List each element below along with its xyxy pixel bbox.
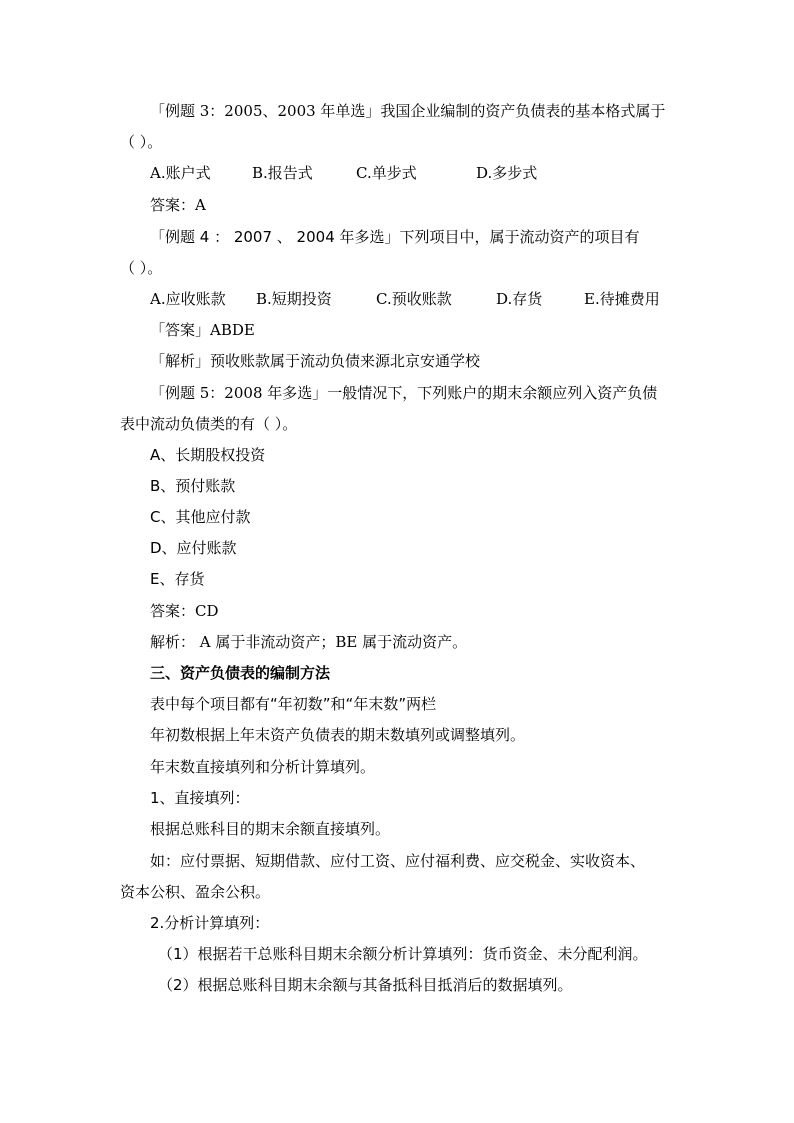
subsection1-paragraph-2-line2: 资本公积、盈余公积。: [120, 883, 271, 901]
subsection1-paragraph-2-line1: 如：应付票据、短期借款、应付工资、应付福利费、应交税金、实收资本、: [150, 852, 646, 870]
example3-option-d: D.多步式: [476, 164, 538, 182]
example5-option-e: E、存货: [150, 570, 205, 588]
example4-stem-line1: 「例题 4 ： 2007 、 2004 年多选」下列项目中，属于流动资产的项目有: [150, 228, 640, 246]
section3-paragraph-2: 年初数根据上年末资产负债表的期末数填列或调整填列。: [150, 726, 526, 744]
section3-paragraph-1: 表中每个项目都有“年初数”和“年末数”两栏: [150, 695, 437, 713]
section3-paragraph-3: 年末数直接填列和分析计算填列。: [150, 758, 376, 776]
example3-stem-line1: 「例题 3：2005、2003 年单选」我国企业编制的资产负债表的基本格式属于: [150, 102, 666, 120]
example4-option-d: D.存货: [496, 290, 543, 308]
example5-option-a: A、长期股权投资: [150, 446, 266, 464]
example5-option-c: C、其他应付款: [150, 508, 251, 526]
example3-answer: 答案：A: [150, 196, 206, 214]
example4-option-c: C.预收账款: [376, 290, 452, 308]
subsection1-title: 1、直接填列：: [150, 789, 250, 807]
example5-answer: 答案：CD: [150, 602, 219, 620]
example4-option-a: A.应收账款: [150, 290, 226, 308]
example4-stem-line2: （ ）。: [120, 259, 163, 277]
example5-option-d: D、应付账款: [150, 539, 237, 557]
example3-options: [150, 163, 537, 183]
example5-stem-line2: 表中流动负债类的有（ ）。: [120, 415, 298, 433]
example4-options: [150, 289, 660, 309]
subsection1-paragraph-1: 根据总账科目的期末余额直接填列。: [150, 820, 391, 838]
subsection2-item-2: （2）根据总账科目期末余额与其备抵科目抵消后的数据填列。: [158, 976, 573, 994]
example4-answer: 「答案」ABDE: [150, 321, 255, 339]
example3-option-b: B.报告式: [252, 164, 313, 182]
example5-analysis: 解析： A 属于非流动资产；BE 属于流动资产。: [150, 633, 468, 651]
example5-option-b: B、预付账款: [150, 477, 236, 495]
example4-option-e: E.待摊费用: [584, 290, 660, 308]
example3-option-c: C.单步式: [356, 164, 417, 182]
subsection2-title: 2.分析计算填列：: [150, 914, 270, 932]
example4-option-b: B.短期投资: [256, 290, 332, 308]
example3-option-a: A.账户式: [150, 164, 211, 182]
section3-heading: 三、资产负债表的编制方法: [150, 664, 331, 682]
subsection2-item-1: （1）根据若干总账科目期末余额分析计算填列：货币资金、未分配利润。: [158, 945, 648, 963]
example3-stem-line2: （ ）。: [120, 133, 163, 151]
example5-stem-line1: 「例题 5：2008 年多选」一般情况下，下列账户的期末余额应列入资产负债: [150, 384, 658, 402]
example4-analysis: 「解析」预收账款属于流动负债来源北京安通学校: [150, 352, 481, 370]
